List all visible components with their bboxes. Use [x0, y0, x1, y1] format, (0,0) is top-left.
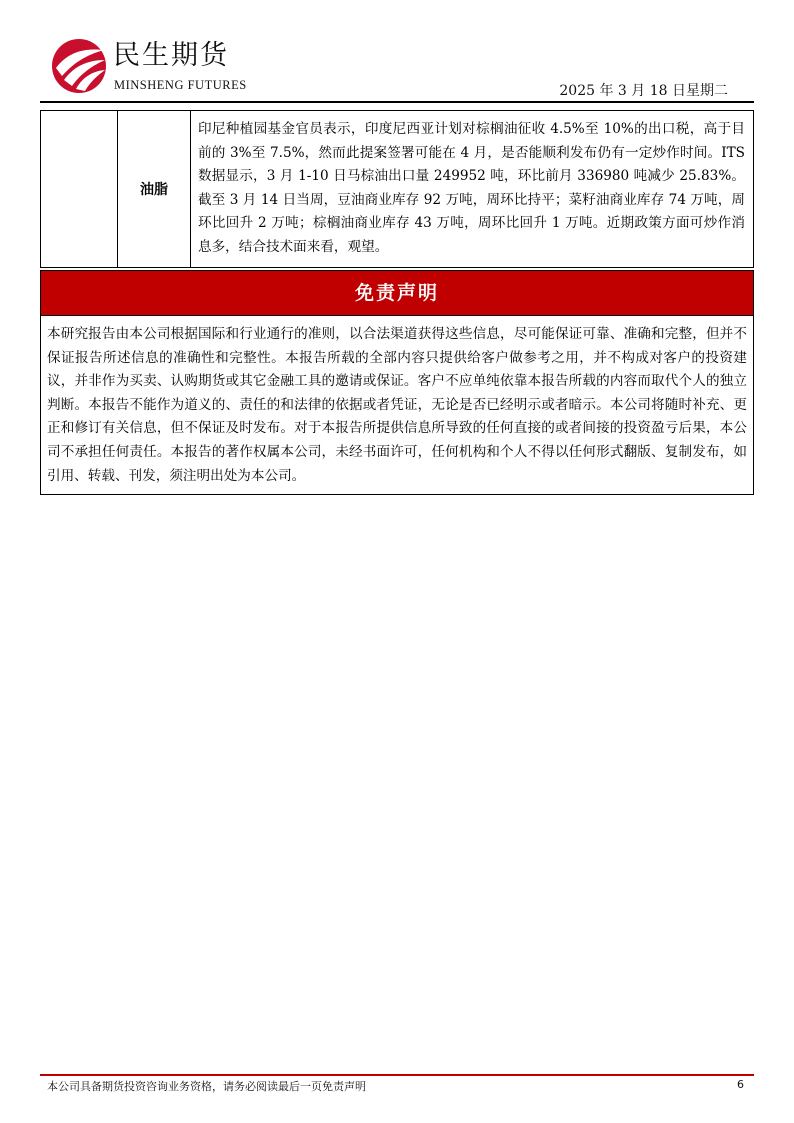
footer-divider	[40, 1074, 754, 1076]
disclaimer-section	[40, 270, 754, 495]
footer-notice: 本公司具备期货投资咨询业务资格，请务必阅读最后一页免责声明	[47, 1080, 366, 1093]
minsheng-logo-icon	[50, 38, 108, 94]
commodity-table	[40, 110, 754, 268]
report-date: 2025 年 3 月 18 日星期二	[559, 83, 728, 99]
disclaimer-title: 免责声明	[41, 270, 753, 316]
page-number: 6	[737, 1078, 744, 1091]
commentary-cell: 印尼种植园基金官员表示，印度尼西亚计划对棕榈油征收 4.5%至 10%的出口税，高于目前的 3%至 7.5%，然而此提案签署可能在 4 月，是否能顺利发布仍有一定炒作时间。ITS 数据显示，3 月 1-10 日马棕油出口量 249952 吨，环比前月 336980 吨减少 25.83%。截至 3 月 14 日当周，豆油商业库存 92 万吨，周环比持平；菜籽油商业库存 74 万吨，周环比回升 2 万吨；棕榈油商业库存 43 万吨，周环比回升 1 万吨。近期政策方面可炒作消息多，结合技术面来看，观望。	[191, 111, 754, 268]
category-cell: 油脂	[118, 111, 191, 268]
brand-name-cn: 民生期货	[113, 40, 229, 71]
table-row	[41, 111, 754, 268]
header-divider	[40, 101, 754, 103]
table-blank-cell	[41, 111, 118, 268]
brand-name-en: MINSHENG FUTURES	[114, 78, 247, 92]
disclaimer-text: 本研究报告由本公司根据国际和行业通行的准则，以合法渠道获得这些信息，尽可能保证可靠、准确和完整，但并不保证报告所述信息的准确性和完整性。本报告所载的全部内容只提供给客户做参考之用，并不构成对客户的投资建议，并非作为买卖、认购期货或其它金融工具的邀请或保证。客户不应单纯依靠本报告所载的内容而取代个人的独立判断。本报告不能作为道义的、责任的和法律的依据或者凭证，无论是否已经明示或者暗示。本公司将随时补充、更正和修订有关信息，但不保证及时发布。对于本报告所提供信息所导致的任何直接的或者间接的投资盈亏后果，本公司不承担任何责任。本报告的著作权属本公司，未经书面许可，任何机构和个人不得以任何形式翻版、复制发布，如引用、转载、刊发，须注明出处为本公司。	[47, 326, 747, 484]
